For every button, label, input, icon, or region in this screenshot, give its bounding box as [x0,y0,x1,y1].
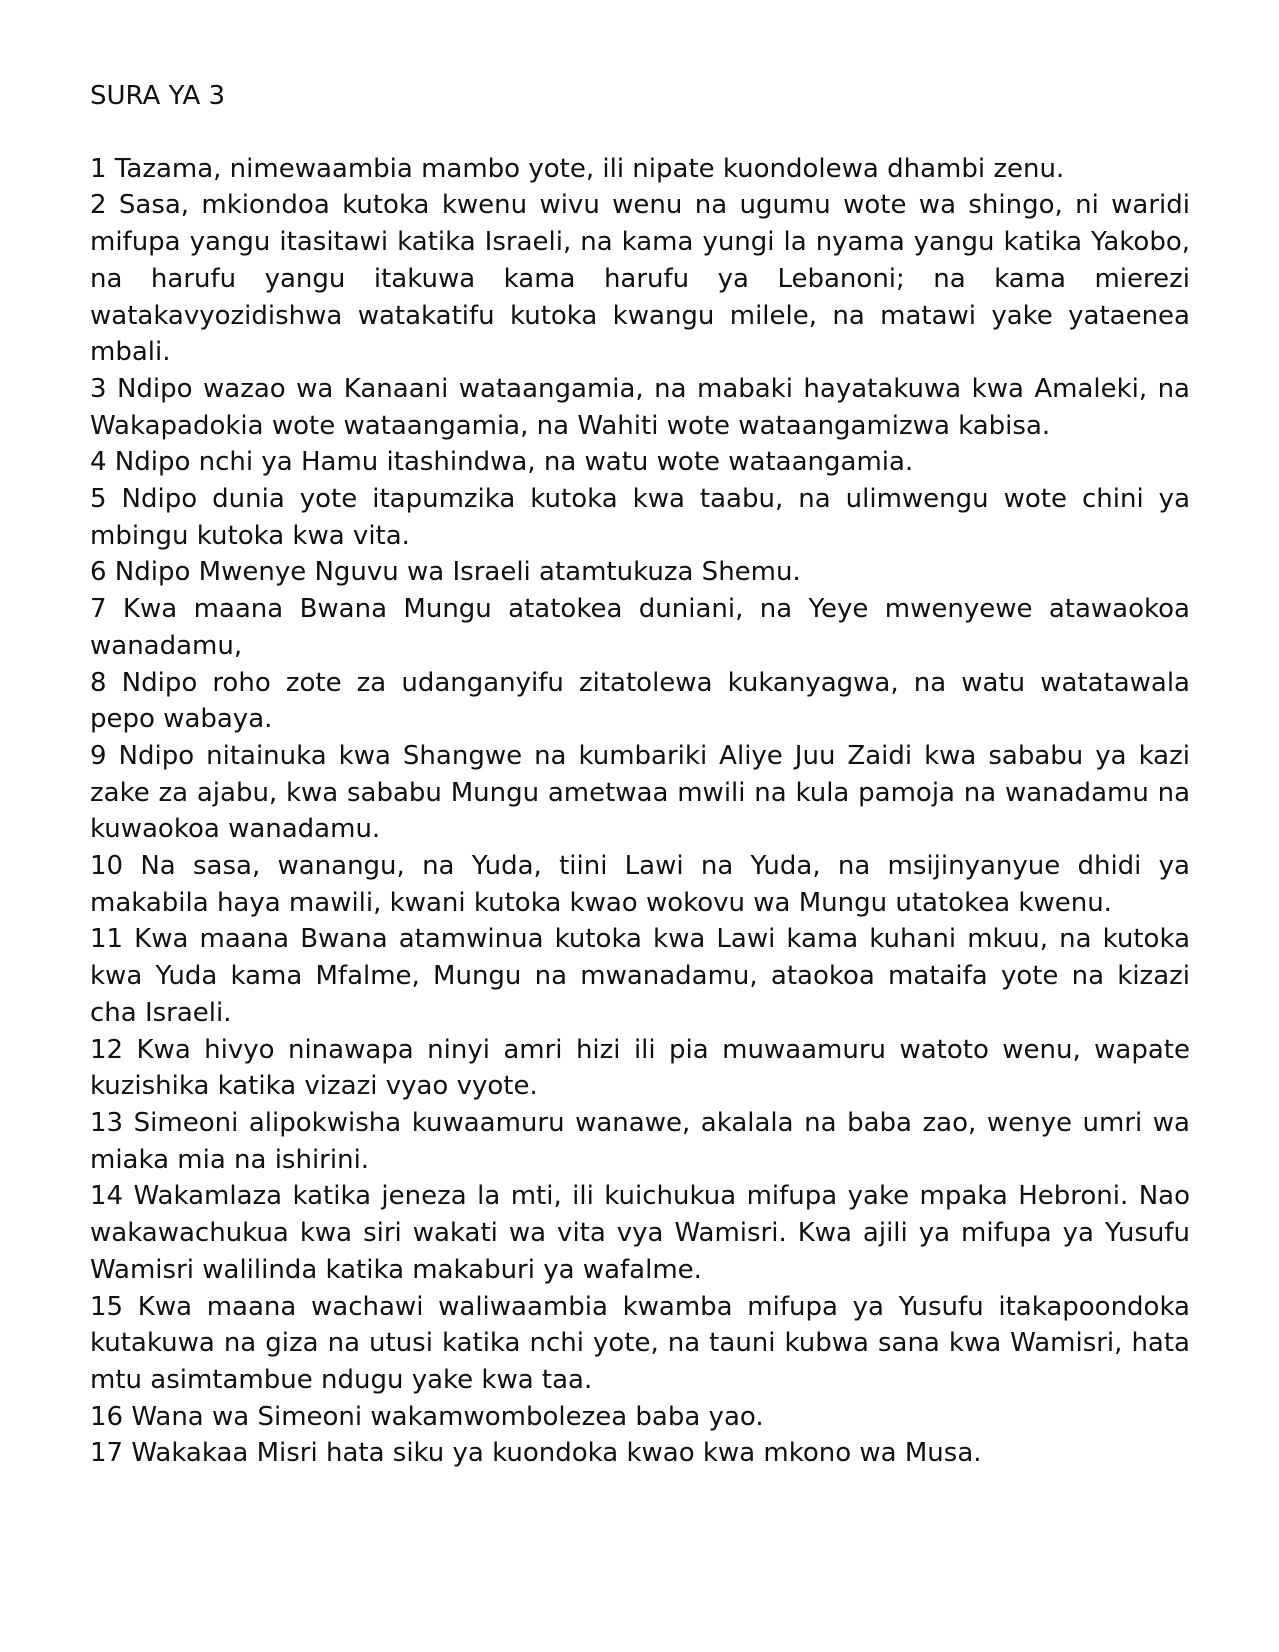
verse-6: 6 Ndipo Mwenye Nguvu wa Israeli atamtukuza Shemu. [90,557,801,588]
verse-11: 11 Kwa maana Bwana atamwinua kutoka kwa Lawi kama kuhani mkuu, na kutoka kwa Yuda kama Mfalme, Mungu na mwanadamu, ataokoa mataifa yote na kizazi cha Israeli. [90,924,1190,1028]
verse-list [90,151,1190,1472]
verse-15: 15 Kwa maana wachawi waliwaambia kwamba mifupa ya Yusufu itakapoondoka kutakuwa na giza na utusi katika nchi yote, na tauni kubwa sana kwa Wamisri, hata mtu asimtambue ndugu yake kwa taa. [90,1291,1190,1395]
verse-3: 3 Ndipo wazao wa Kanaani wataangamia, na mabaki hayatakuwa kwa Amaleki, na Wakapadokia wote wataangamia, na Wahiti wote wataangamizwa kabisa. [90,373,1190,441]
verse-12: 12 Kwa hivyo ninawapa ninyi amri hizi ili pia muwaamuru watoto wenu, wapate kuzishika katika vizazi vyao vyote. [90,1034,1190,1102]
verse-9: 9 Ndipo nitainuka kwa Shangwe na kumbariki Aliye Juu Zaidi kwa sababu ya kazi zake za ajabu, kwa sababu Mungu ametwaa mwili na kula pamoja na wanadamu na kuwaokoa wanadamu. [90,740,1190,845]
verse-2: 2 Sasa, mkiondoa kutoka kwenu wivu wenu na ugumu wote wa shingo, ni waridi mifupa yangu itasitawi katika Israeli, na kama yungi la nyama yangu katika Yakobo, na harufu yangu itakuwa kama harufu ya Lebanoni; na kama mierezi watakavyozidishwa watakatifu kutoka kwangu milele, na matawi yake yataenea mbali. [90,190,1190,368]
verse-4: 4 Ndipo nchi ya Hamu itashindwa, na watu wote wataangamia. [90,447,914,478]
chapter-title: SURA YA 3 [90,81,226,111]
verse-16: 16 Wana wa Simeoni wakamwombolezea baba yao. [90,1401,764,1432]
verse-1: 1 Tazama, nimewaambia mambo yote, ili nipate kuondolewa dhambi zenu. [90,153,1065,184]
verse-8: 8 Ndipo roho zote za udanganyifu zitatolewa kukanyagwa, na watu watatawala pepo wabaya. [90,667,1190,735]
document-page [90,78,1190,1472]
verse-13: 13 Simeoni alipokwisha kuwaamuru wanawe, akalala na baba zao, wenye umri wa miaka mia na ishirini. [90,1107,1190,1175]
verse-10: 10 Na sasa, wanangu, na Yuda, tiini Lawi na Yuda, na msijinyanyue dhidi ya makabila haya mawili, kwani kutoka kwao wokovu wa Mungu utatokea kwenu. [90,851,1190,918]
verse-5: 5 Ndipo dunia yote itapumzika kutoka kwa taabu, na ulimwengu wote chini ya mbingu kutoka kwa vita. [90,484,1190,551]
verse-17: 17 Wakakaa Misri hata siku ya kuondoka kwao kwa mkono wa Musa. [90,1438,982,1469]
verse-7: 7 Kwa maana Bwana Mungu atatokea duniani, na Yeye mwenyewe atawaokoa wanadamu, [90,594,1190,661]
verse-14: 14 Wakamlaza katika jeneza la mti, ili kuichukua mifupa yake mpaka Hebroni. Nao wakawachukua kwa siri wakati wa vita vya Wamisri. Kwa ajili ya mifupa ya Yusufu Wamisri walilinda katika makaburi ya wafalme. [90,1181,1190,1285]
